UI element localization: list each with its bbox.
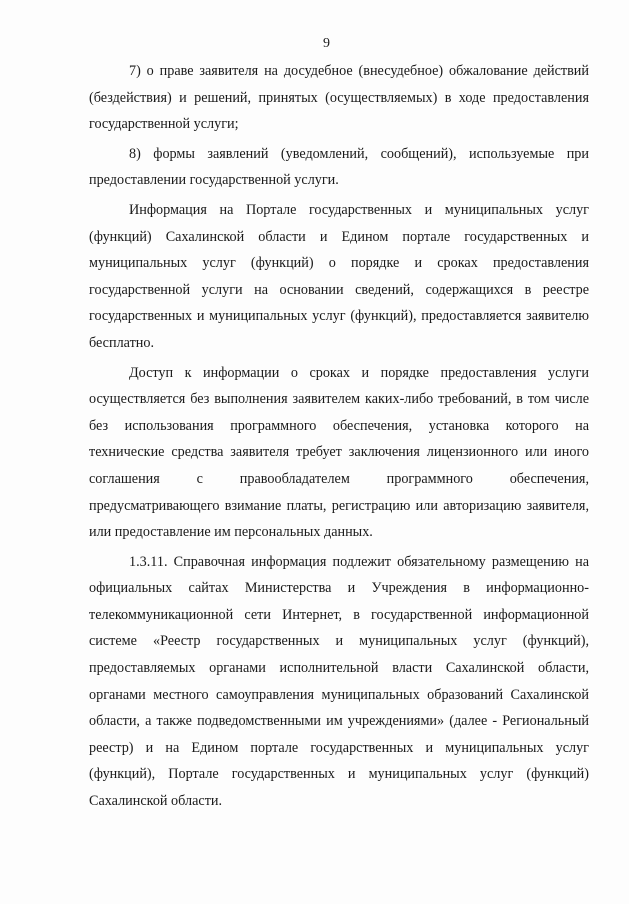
- paragraph-access-info: Доступ к информации о сроках и порядке предоставления услуги осуществляется без выполнения заявителем каких-либо требований, в том числе без использования программного обеспечения, установка которого на технические средства заявителя требует заключения лицензионного или иного соглашения с правообладателем программного обеспечения, предусматривающего взимание платы, регистрацию или авторизацию заявителя, или предоставление им персональных данных.: [89, 364, 589, 541]
- document-body: [89, 58, 589, 815]
- page-number: 9: [323, 36, 330, 51]
- paragraph-1-3-11: 1.3.11. Справочная информация подлежит обязательному размещению на официальных сайтах Министерства и Учреждения в информационно-телекоммуникационной сети Интернет, в государственной информационной системе «Реестр государственных и муниципальных услуг (функций), предоставляемых органами исполнительной власти Сахалинской области, органами местного самоуправления муниципальных образований Сахалинской области, а также подведомственными им учреждениями» (далее - Региональный реестр) и на Едином портале государственных и муниципальных услуг (функций), Портале государственных и муниципальных услуг (функций) Сахалинской области.: [89, 553, 589, 810]
- paragraph-item-7: 7) о праве заявителя на досудебное (внесудебное) обжалование действий (бездействия) и решений, принятых (осуществляемых) в ходе предоставления государственной услуги;: [89, 63, 589, 133]
- paragraph-item-8: 8) формы заявлений (уведомлений, сообщений), используемые при предоставлении государственной услуги.: [89, 145, 589, 189]
- paragraph-portal-info: Информация на Портале государственных и муниципальных услуг (функций) Сахалинской области и Едином портале государственных и муниципальных услуг (функций) о порядке и сроках предоставления государственной услуги на основании сведений, содержащихся в реестре государственных и муниципальных услуг (функций), предоставляется заявителю бесплатно.: [89, 201, 589, 351]
